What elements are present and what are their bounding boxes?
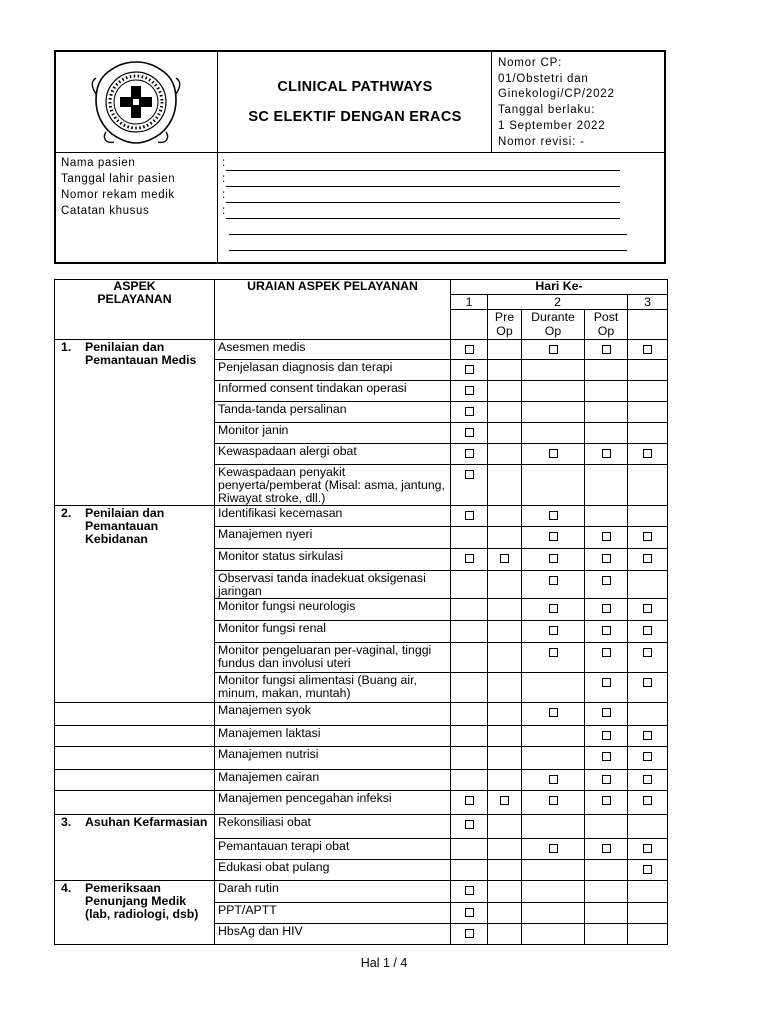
checkbox-icon[interactable] <box>643 678 652 687</box>
checkbox-icon[interactable] <box>549 532 558 541</box>
check-cell <box>488 571 522 599</box>
check-cell[interactable] <box>522 506 585 527</box>
checkbox-icon[interactable] <box>602 648 611 657</box>
check-cell[interactable] <box>585 444 628 465</box>
pre-op-header: Pre Op <box>488 310 522 340</box>
meta-line: Ginekologi/CP/2022 <box>498 88 615 101</box>
check-cell <box>488 643 522 673</box>
day-3-header: 3 <box>628 295 668 310</box>
check-cell[interactable] <box>628 770 668 791</box>
check-cell[interactable] <box>628 791 668 815</box>
check-cell <box>522 815 585 839</box>
check-cell[interactable] <box>451 381 488 402</box>
service-item: Pemantauan terapi obat <box>215 839 451 860</box>
empty-section-cell <box>55 726 215 747</box>
check-cell[interactable] <box>585 527 628 549</box>
check-cell <box>522 673 585 703</box>
title-line-1: CLINICAL PATHWAYS <box>277 79 433 95</box>
patient-name-label: Nama pasien <box>61 157 136 169</box>
check-cell <box>488 924 522 945</box>
checkbox-icon[interactable] <box>602 844 611 853</box>
meta-line: Nomor revisi: - <box>498 135 585 148</box>
check-cell <box>488 726 522 747</box>
check-cell <box>488 381 522 402</box>
check-cell[interactable] <box>585 673 628 703</box>
check-cell[interactable] <box>628 839 668 860</box>
check-cell[interactable] <box>628 726 668 747</box>
check-cell <box>628 423 668 444</box>
check-cell <box>585 506 628 527</box>
meta-line: 1 September 2022 <box>498 119 606 132</box>
checkbox-icon[interactable] <box>602 678 611 687</box>
check-cell[interactable] <box>451 549 488 571</box>
checkbox-icon[interactable] <box>465 796 474 805</box>
service-item: PPT/APTT <box>215 903 451 924</box>
checkbox-icon[interactable] <box>643 449 652 458</box>
check-cell[interactable] <box>628 340 668 360</box>
service-item: Manajemen pencegahan infeksi <box>215 791 451 815</box>
service-item: Kewaspadaan penyakit penyerta/pemberat (Misal: asma, jantung, Riwayat stroke, dll.) <box>215 465 451 506</box>
check-cell[interactable] <box>628 549 668 571</box>
check-cell <box>451 747 488 770</box>
check-cell <box>585 815 628 839</box>
meta-line: Nomor CP: <box>498 57 563 69</box>
check-cell[interactable] <box>522 571 585 599</box>
check-cell <box>585 860 628 881</box>
check-cell[interactable] <box>628 860 668 881</box>
check-cell <box>522 402 585 423</box>
checkbox-icon[interactable] <box>602 554 611 563</box>
service-item: Manajemen laktasi <box>215 726 451 747</box>
checkbox-icon[interactable] <box>643 796 652 805</box>
service-item: Penjelasan diagnosis dan terapi <box>215 360 451 381</box>
check-cell <box>585 402 628 423</box>
service-item: Tanda-tanda persalinan <box>215 402 451 423</box>
check-cell <box>451 527 488 549</box>
check-cell <box>522 881 585 903</box>
check-cell <box>585 924 628 945</box>
service-item: Monitor janin <box>215 423 451 444</box>
check-cell[interactable] <box>451 924 488 945</box>
check-cell <box>628 381 668 402</box>
special-notes-field-line-3[interactable] <box>222 235 660 251</box>
checkbox-icon[interactable] <box>643 648 652 657</box>
service-item: Manajemen nyeri <box>215 527 451 549</box>
service-item: Asesmen medis <box>215 340 451 360</box>
check-cell <box>585 381 628 402</box>
service-item: Edukasi obat pulang <box>215 860 451 881</box>
check-cell[interactable] <box>522 703 585 726</box>
check-cell[interactable] <box>451 340 488 360</box>
checkbox-icon[interactable] <box>549 449 558 458</box>
document-header <box>54 50 666 264</box>
check-cell[interactable] <box>451 506 488 527</box>
check-cell[interactable] <box>585 747 628 770</box>
empty-section-cell <box>55 703 215 726</box>
check-cell <box>488 465 522 506</box>
table-row <box>55 726 668 747</box>
check-cell[interactable] <box>451 791 488 815</box>
checkbox-icon[interactable] <box>465 428 474 437</box>
section-name: Penilaian dan Pemantauan Kebidanan <box>85 506 165 546</box>
hospital-logo-icon <box>56 52 218 152</box>
check-cell <box>488 506 522 527</box>
table-row <box>55 770 668 791</box>
empty-cell <box>628 310 668 340</box>
special-notes-label: Catatan khusus <box>61 205 150 217</box>
service-item: Manajemen syok <box>215 703 451 726</box>
page-number: Hal 1 / 4 <box>360 956 408 970</box>
check-cell[interactable] <box>522 791 585 815</box>
service-item: Informed consent tindakan operasi <box>215 381 451 402</box>
checkbox-icon[interactable] <box>549 604 558 613</box>
special-notes-field-line-2[interactable] <box>222 219 660 235</box>
check-cell <box>488 839 522 860</box>
section-number: 1. <box>61 340 72 354</box>
check-cell <box>522 726 585 747</box>
check-cell[interactable] <box>585 770 628 791</box>
check-cell[interactable] <box>451 465 488 506</box>
table-row <box>55 815 668 839</box>
check-cell <box>488 747 522 770</box>
checkbox-icon[interactable] <box>602 775 611 784</box>
check-cell[interactable] <box>585 839 628 860</box>
checkbox-icon[interactable] <box>643 731 652 740</box>
checkbox-icon[interactable] <box>643 604 652 613</box>
checkbox-icon[interactable] <box>465 908 474 917</box>
check-cell[interactable] <box>451 881 488 903</box>
service-item: Darah rutin <box>215 881 451 903</box>
section-cell <box>55 815 215 881</box>
checkbox-icon[interactable] <box>549 576 558 585</box>
service-item: Monitor fungsi renal <box>215 621 451 643</box>
check-cell <box>585 423 628 444</box>
service-item: Observasi tanda inadekuat oksigenasi jaringan <box>215 571 451 599</box>
check-cell <box>488 360 522 381</box>
title-line-2: SC ELEKTIF DENGAN ERACS <box>248 109 462 125</box>
check-cell <box>628 402 668 423</box>
service-item: Manajemen nutrisi <box>215 747 451 770</box>
check-cell[interactable] <box>585 726 628 747</box>
check-cell <box>451 621 488 643</box>
checkbox-icon[interactable] <box>643 345 652 354</box>
check-cell <box>628 506 668 527</box>
check-cell[interactable] <box>522 621 585 643</box>
table-row <box>55 791 668 815</box>
check-cell <box>451 860 488 881</box>
section-number: 3. <box>61 815 72 829</box>
table-header-row <box>55 280 668 295</box>
table-row <box>55 881 668 903</box>
day-1-header: 1 <box>451 295 488 310</box>
checkbox-icon[interactable] <box>549 796 558 805</box>
check-cell[interactable] <box>522 549 585 571</box>
check-cell[interactable] <box>628 599 668 621</box>
table-row <box>55 747 668 770</box>
check-cell <box>628 881 668 903</box>
service-item: Monitor fungsi alimentasi (Buang air, minum, makan, muntah) <box>215 673 451 703</box>
medical-record-field[interactable]: : <box>222 187 660 203</box>
section-name: Asuhan Kefarmasian <box>85 815 208 829</box>
section-name: Penilaian dan Pemantauan Medis <box>85 340 197 367</box>
check-cell <box>451 571 488 599</box>
check-cell <box>488 423 522 444</box>
check-cell <box>522 465 585 506</box>
check-cell <box>451 643 488 673</box>
check-cell <box>488 860 522 881</box>
check-cell[interactable] <box>628 747 668 770</box>
document-title <box>219 52 492 152</box>
check-cell <box>522 860 585 881</box>
birth-date-field[interactable]: : <box>222 171 660 187</box>
check-cell <box>488 599 522 621</box>
checkbox-icon[interactable] <box>602 626 611 635</box>
checkbox-icon[interactable] <box>643 626 652 635</box>
checkbox-icon[interactable] <box>549 511 558 520</box>
check-cell <box>488 444 522 465</box>
check-cell <box>522 747 585 770</box>
check-cell[interactable] <box>628 444 668 465</box>
check-cell[interactable] <box>585 599 628 621</box>
check-cell <box>488 703 522 726</box>
check-cell[interactable] <box>451 423 488 444</box>
checkbox-icon[interactable] <box>465 511 474 520</box>
special-notes-field[interactable]: : <box>222 203 660 219</box>
section-number: 4. <box>61 881 72 895</box>
section-number: 2. <box>61 506 72 520</box>
table-row <box>55 506 668 527</box>
checkbox-icon[interactable] <box>549 648 558 657</box>
service-item: Identifikasi kecemasan <box>215 506 451 527</box>
checkbox-icon[interactable] <box>465 470 474 479</box>
check-cell[interactable] <box>522 599 585 621</box>
uraian-header: URAIAN ASPEK PELAYANAN <box>215 280 451 340</box>
check-cell <box>488 527 522 549</box>
check-cell[interactable] <box>522 643 585 673</box>
meta-line: 01/Obstetri dan <box>498 72 589 85</box>
check-cell[interactable] <box>585 643 628 673</box>
checkbox-icon[interactable] <box>549 775 558 784</box>
check-cell[interactable] <box>522 770 585 791</box>
checkbox-icon[interactable] <box>465 365 474 374</box>
checkbox-icon[interactable] <box>602 449 611 458</box>
check-cell <box>488 881 522 903</box>
service-item: HbsAg dan HIV <box>215 924 451 945</box>
section-name: Pemeriksaan Penunjang Medik (lab, radiologi, dsb) <box>85 881 199 921</box>
medical-record-label: Nomor rekam medik <box>61 189 175 201</box>
check-cell <box>451 726 488 747</box>
checkbox-icon[interactable] <box>465 886 474 895</box>
checkbox-icon[interactable] <box>549 345 558 354</box>
service-item: Rekonsiliasi obat <box>215 815 451 839</box>
patient-labels <box>56 153 218 262</box>
check-cell <box>488 673 522 703</box>
empty-cell <box>451 310 488 340</box>
check-cell[interactable] <box>628 643 668 673</box>
checkbox-icon[interactable] <box>465 449 474 458</box>
durante-op-header: Durante Op <box>522 310 585 340</box>
check-cell <box>628 360 668 381</box>
birth-date-label: Tanggal lahir pasien <box>61 173 176 185</box>
service-item: Manajemen cairan <box>215 770 451 791</box>
section-cell <box>55 340 215 506</box>
check-cell[interactable] <box>488 791 522 815</box>
check-cell[interactable] <box>522 527 585 549</box>
check-cell[interactable] <box>585 621 628 643</box>
hospital-logo-cell <box>56 52 218 152</box>
check-cell[interactable] <box>585 703 628 726</box>
check-cell[interactable] <box>585 340 628 360</box>
service-item: Monitor status sirkulasi <box>215 549 451 571</box>
check-cell <box>628 815 668 839</box>
check-cell[interactable] <box>585 549 628 571</box>
service-item: Monitor fungsi neurologis <box>215 599 451 621</box>
check-cell[interactable] <box>585 791 628 815</box>
check-cell[interactable] <box>488 549 522 571</box>
checkbox-icon[interactable] <box>549 554 558 563</box>
check-cell[interactable] <box>628 621 668 643</box>
check-cell <box>451 703 488 726</box>
checkbox-icon[interactable] <box>643 775 652 784</box>
empty-section-cell <box>55 747 215 770</box>
check-cell[interactable] <box>451 444 488 465</box>
checkbox-icon[interactable] <box>465 345 474 354</box>
check-cell <box>628 703 668 726</box>
day-2-header: 2 <box>488 295 628 310</box>
patient-fields <box>222 153 660 262</box>
checkbox-icon[interactable] <box>549 708 558 717</box>
check-cell <box>488 621 522 643</box>
patient-name-field[interactable]: : <box>222 155 660 171</box>
table-row <box>55 703 668 726</box>
check-cell <box>628 924 668 945</box>
checkbox-icon[interactable] <box>549 844 558 853</box>
check-cell[interactable] <box>522 340 585 360</box>
service-item: Monitor pengeluaran per-vaginal, tinggi fundus dan involusi uteri <box>215 643 451 673</box>
checkbox-icon[interactable] <box>643 752 652 761</box>
checkbox-icon[interactable] <box>602 708 611 717</box>
check-cell[interactable] <box>628 527 668 549</box>
document-meta <box>493 52 664 152</box>
checkbox-icon[interactable] <box>500 796 509 805</box>
check-cell <box>585 360 628 381</box>
checkbox-icon[interactable] <box>602 752 611 761</box>
check-cell[interactable] <box>451 402 488 423</box>
check-cell <box>628 903 668 924</box>
check-cell[interactable] <box>522 444 585 465</box>
check-cell <box>522 423 585 444</box>
check-cell[interactable] <box>451 903 488 924</box>
check-cell <box>488 770 522 791</box>
check-cell[interactable] <box>628 673 668 703</box>
checkbox-icon[interactable] <box>465 929 474 938</box>
checkbox-icon[interactable] <box>643 865 652 874</box>
post-op-header: Post Op <box>585 310 628 340</box>
check-cell <box>585 903 628 924</box>
section-cell <box>55 881 215 945</box>
check-cell <box>522 381 585 402</box>
check-cell <box>522 924 585 945</box>
checkbox-icon[interactable] <box>602 731 611 740</box>
checkbox-icon[interactable] <box>549 626 558 635</box>
check-cell <box>451 770 488 791</box>
check-cell[interactable] <box>585 571 628 599</box>
service-item: Kewaspadaan alergi obat <box>215 444 451 465</box>
checkbox-icon[interactable] <box>643 554 652 563</box>
checkbox-icon[interactable] <box>500 554 509 563</box>
checkbox-icon[interactable] <box>602 576 611 585</box>
check-cell <box>451 599 488 621</box>
checkbox-icon[interactable] <box>602 604 611 613</box>
check-cell <box>628 571 668 599</box>
check-cell <box>488 340 522 360</box>
hari-ke-header: Hari Ke- <box>451 280 668 295</box>
meta-line: Tanggal berlaku: <box>498 104 596 117</box>
checkbox-icon[interactable] <box>643 532 652 541</box>
check-cell[interactable] <box>522 839 585 860</box>
aspek-header: ASPEK PELAYANAN <box>55 280 215 340</box>
empty-section-cell <box>55 770 215 791</box>
check-cell <box>522 360 585 381</box>
section-cell <box>55 506 215 703</box>
empty-section-cell <box>55 791 215 815</box>
check-cell <box>488 815 522 839</box>
checkbox-icon[interactable] <box>465 554 474 563</box>
check-cell <box>451 839 488 860</box>
checkbox-icon[interactable] <box>643 844 652 853</box>
checkbox-icon[interactable] <box>602 345 611 354</box>
check-cell[interactable] <box>451 360 488 381</box>
check-cell[interactable] <box>451 815 488 839</box>
check-cell <box>488 903 522 924</box>
checkbox-icon[interactable] <box>602 532 611 541</box>
checkbox-icon[interactable] <box>465 407 474 416</box>
clinical-pathway-table <box>54 279 668 945</box>
check-cell <box>488 402 522 423</box>
table-row <box>55 340 668 360</box>
check-cell <box>522 903 585 924</box>
check-cell <box>585 465 628 506</box>
check-cell <box>585 881 628 903</box>
checkbox-icon[interactable] <box>602 796 611 805</box>
check-cell <box>451 673 488 703</box>
checkbox-icon[interactable] <box>465 820 474 829</box>
check-cell <box>628 465 668 506</box>
checkbox-icon[interactable] <box>465 386 474 395</box>
